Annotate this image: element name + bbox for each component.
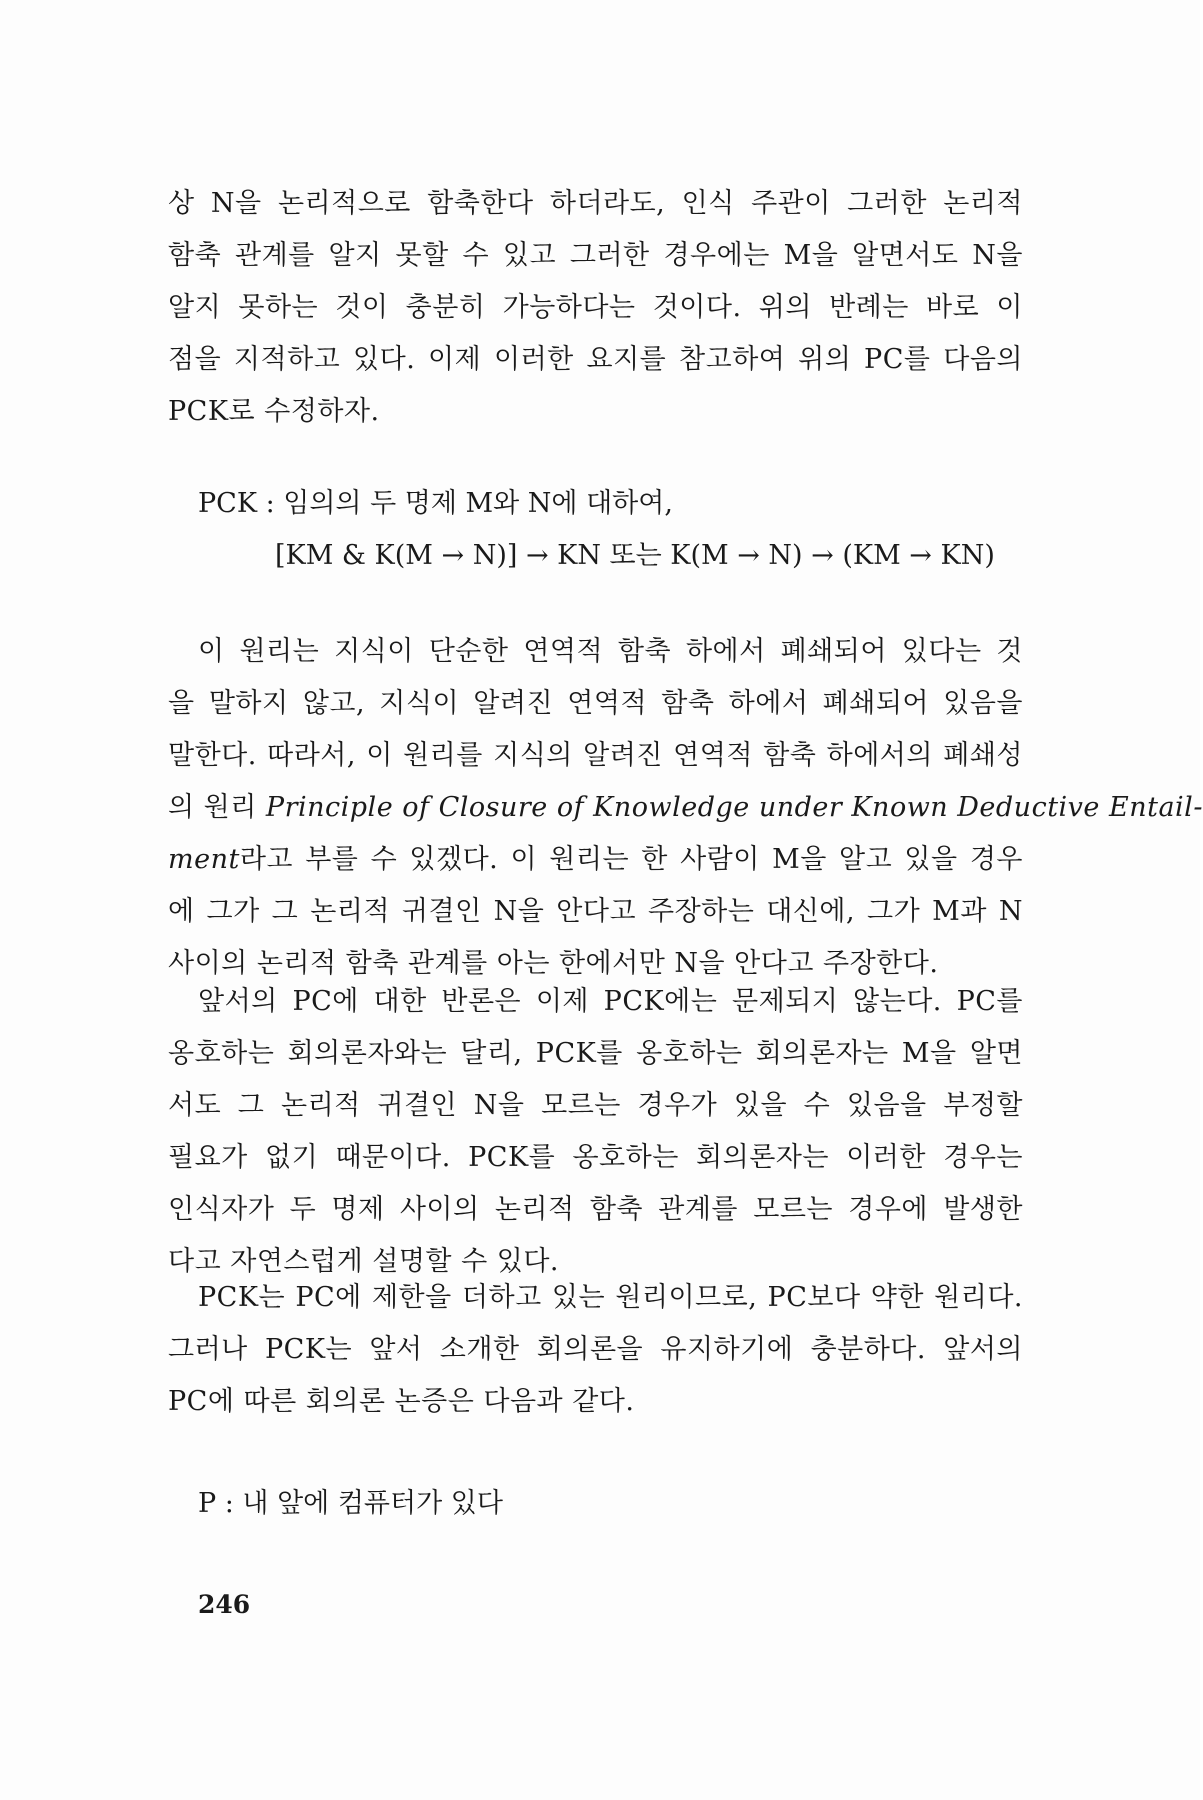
text-line: 함축 관계를 알지 못할 수 있고 그러한 경우에는 M을 알면서도 N을 <box>168 240 1023 271</box>
paragraph-1 <box>168 178 1023 438</box>
text-line <box>168 834 1023 886</box>
formula-label: PCK : 임의의 두 명제 M와 N에 대하여, <box>198 488 673 519</box>
text-line: 인식자가 두 명제 사이의 논리적 함축 관계를 모르는 경우에 발생한 <box>168 1194 1023 1225</box>
text-line: PCK는 PC에 제한을 더하고 있는 원리이므로, PC보다 약한 원리다. <box>198 1282 1023 1313</box>
text-line: 앞서의 PC에 대한 반론은 이제 PCK에는 문제되지 않는다. PC를 <box>198 986 1023 1017</box>
text-line: 서도 그 논리적 귀결인 N을 모르는 경우가 있을 수 있음을 부정할 <box>168 1090 1023 1121</box>
italic-term: Principle of Closure of Knowledge under Known Deductive Entail- <box>265 792 1203 823</box>
text-line: 다고 자연스럽게 설명할 수 있다. <box>168 1246 559 1277</box>
paragraph-4 <box>168 1272 1023 1428</box>
premise-line: P : 내 앞에 컴퓨터가 있다 <box>198 1488 503 1519</box>
text-line: 이 원리는 지식이 단순한 연역적 함축 하에서 폐쇄되어 있다는 것 <box>198 636 1023 667</box>
text-line: 옹호하는 회의론자와는 달리, PCK를 옹호하는 회의론자는 M을 알면 <box>168 1038 1023 1069</box>
text-line: 을 말하지 않고, 지식이 알려진 연역적 함축 하에서 폐쇄되어 있음을 <box>168 688 1023 719</box>
text-line: 알지 못하는 것이 충분히 가능하다는 것이다. 위의 반례는 바로 이 <box>168 292 1023 323</box>
text-line: 사이의 논리적 함축 관계를 아는 한에서만 N을 안다고 주장한다. <box>168 948 939 979</box>
text-line: 필요가 없기 때문이다. PCK를 옹호하는 회의론자는 이러한 경우는 <box>168 1142 1023 1173</box>
formula-expression: [KM & K(M → N)] → KN 또는 K(M → N) → (KM → KN) <box>275 540 995 571</box>
text-line: 말한다. 따라서, 이 원리를 지식의 알려진 연역적 함축 하에서의 폐쇄성 <box>168 740 1023 771</box>
text-line: 에 그가 그 논리적 귀결인 N을 안다고 주장하는 대신에, 그가 M과 N <box>168 896 1023 927</box>
paragraph-2 <box>168 626 1203 990</box>
text-line: 상 N을 논리적으로 함축한다 하더라도, 인식 주관이 그러한 논리적 <box>168 188 1023 219</box>
text-line <box>168 782 1203 834</box>
text-line: 그러나 PCK는 앞서 소개한 회의론을 유지하기에 충분하다. 앞서의 <box>168 1334 1023 1365</box>
text-fragment: 의 원리 <box>168 792 266 823</box>
text-line: PCK로 수정하자. <box>168 396 380 427</box>
page-number: 246 <box>198 1590 251 1619</box>
text-line: PC에 따른 회의론 논증은 다음과 같다. <box>168 1386 635 1417</box>
paragraph-3 <box>168 976 1023 1288</box>
text-fragment: 라고 부를 수 있겠다. 이 원리는 한 사람이 M을 알고 있을 경우 <box>239 844 1023 875</box>
text-line: 점을 지적하고 있다. 이제 이러한 요지를 참고하여 위의 PC를 다음의 <box>168 344 1023 375</box>
italic-term: ment <box>168 844 240 875</box>
